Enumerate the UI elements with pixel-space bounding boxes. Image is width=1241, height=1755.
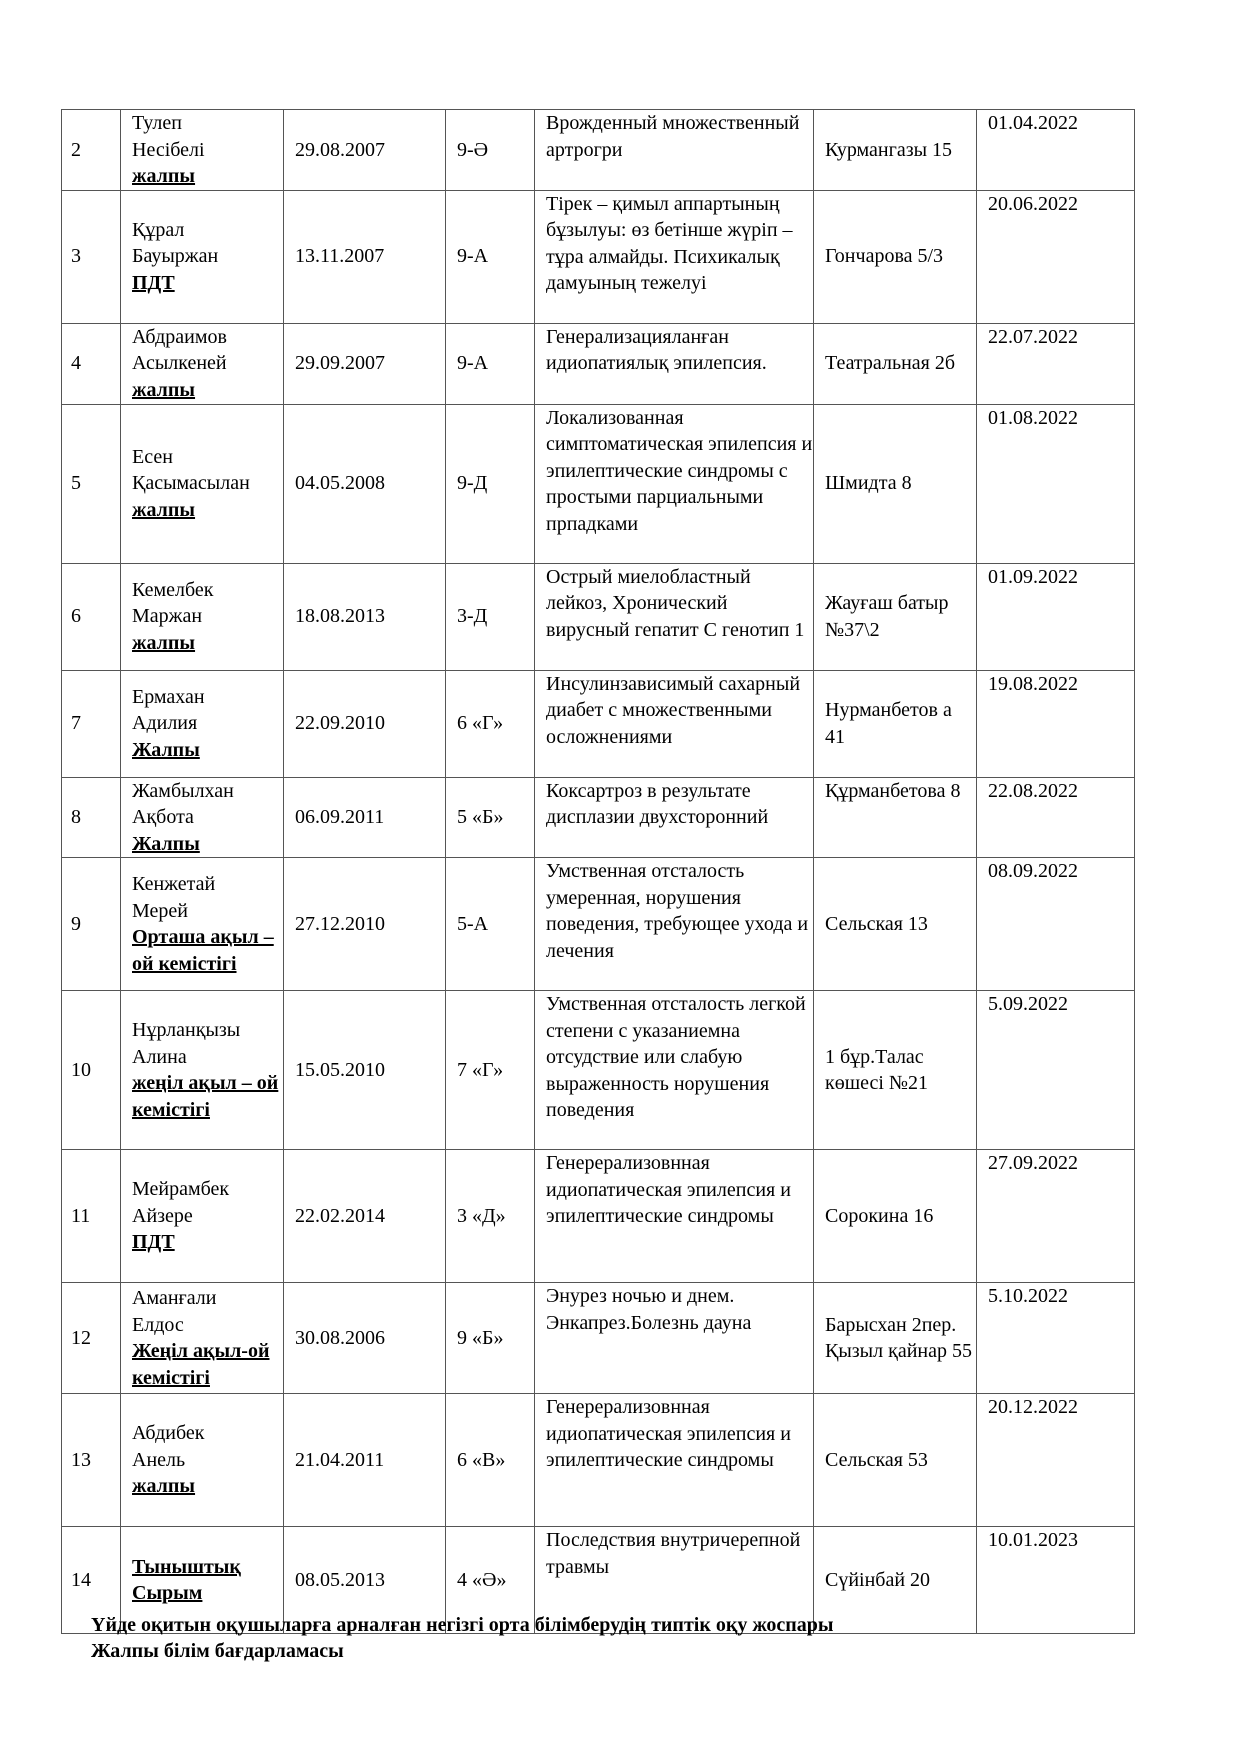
grade: 4 «Ә»	[446, 1527, 535, 1634]
birth-date: 21.04.2011	[284, 1394, 446, 1527]
birth-date: 22.02.2014	[284, 1150, 446, 1283]
row-number: 12	[62, 1283, 121, 1394]
row-number: 7	[62, 670, 121, 777]
address: Сорокина 16	[814, 1150, 977, 1283]
program-category: жалпы	[132, 378, 196, 401]
student-given-name: Адилия	[132, 712, 198, 735]
student-cell	[121, 1150, 284, 1283]
student-surname: Абдибек	[132, 1422, 205, 1445]
student-given-name: Ақбота	[132, 806, 194, 828]
student-cell	[121, 323, 284, 404]
table-row	[62, 670, 1135, 777]
diagnosis: Генерализацияланған идиопатиялық эпилепсия.	[535, 323, 814, 404]
table-row	[62, 991, 1135, 1150]
program-category: Орташа ақыл – ой кемістігі	[132, 926, 274, 975]
student-cell	[121, 110, 284, 191]
student-given-name: Алина	[132, 1045, 187, 1068]
program-category: жалпы	[132, 498, 196, 521]
address: Шмидта 8	[814, 404, 977, 563]
student-surname: Абдраимов	[132, 325, 227, 348]
student-surname: Кемелбек	[132, 578, 214, 601]
student-cell	[121, 563, 284, 670]
student-given-name: Несібелі	[132, 138, 205, 161]
row-number: 3	[62, 190, 121, 323]
grade: 9-Д	[446, 404, 535, 563]
program-category: Жалпы	[132, 832, 200, 855]
grade: 6 «Г»	[446, 670, 535, 777]
birth-date: 29.08.2007	[284, 110, 446, 191]
address: Сельская 53	[814, 1394, 977, 1527]
birth-date: 06.09.2011	[284, 777, 446, 858]
birth-date: 13.11.2007	[284, 190, 446, 323]
program-category: ПДТ	[132, 1231, 175, 1254]
student-cell	[121, 190, 284, 323]
birth-date: 04.05.2008	[284, 404, 446, 563]
address: Нурманбетов а 41	[814, 670, 977, 777]
student-cell	[121, 991, 284, 1150]
address: 1 бұр.Талас көшесі №21	[814, 991, 977, 1150]
diagnosis: Инсулинзависимый сахарный диабет с множественными осложнениями	[535, 670, 814, 777]
program-category: жеңіл ақыл – ой кемістігі	[132, 1072, 279, 1121]
birth-date: 22.09.2010	[284, 670, 446, 777]
address: Курмангазы 15	[814, 110, 977, 191]
table-row	[62, 563, 1135, 670]
program-category: ПДТ	[132, 271, 175, 294]
grade: 3 «Д»	[446, 1150, 535, 1283]
row-number: 9	[62, 858, 121, 991]
start-date: 22.07.2022	[977, 323, 1135, 404]
row-number: 5	[62, 404, 121, 563]
row-number: 2	[62, 110, 121, 191]
student-cell	[121, 1283, 284, 1394]
birth-date: 29.09.2007	[284, 323, 446, 404]
grade: 9-Ә	[446, 110, 535, 191]
diagnosis: Тірек – қимыл аппартының бұзылуы: өз бетінше жүріп – тұра алмайды. Психикалық дамуының тежелуі	[535, 190, 814, 323]
address: Барысхан 2пер. Қызыл қайнар 55	[814, 1283, 977, 1394]
start-date: 10.01.2023	[977, 1527, 1135, 1634]
birth-date: 27.12.2010	[284, 858, 446, 991]
start-date: 5.09.2022	[977, 991, 1135, 1150]
start-date: 01.08.2022	[977, 404, 1135, 563]
diagnosis: Генерерализовнная идиопатическая эпилепсия и эпилептические синдромы	[535, 1150, 814, 1283]
program-category: жалпы	[132, 1475, 196, 1498]
birth-date: 15.05.2010	[284, 991, 446, 1150]
start-date: 01.09.2022	[977, 563, 1135, 670]
table-row	[62, 1283, 1135, 1394]
student-given-name: Анель	[132, 1448, 186, 1471]
diagnosis: Последствия внутричерепной травмы	[535, 1527, 814, 1634]
student-cell	[121, 777, 284, 858]
student-surname: Мейрамбек	[132, 1178, 230, 1201]
student-cell	[121, 670, 284, 777]
student-surname: Құрал	[132, 218, 185, 241]
grade: 3-Д	[446, 563, 535, 670]
student-given-name: Елдос	[132, 1313, 184, 1336]
grade: 5 «Б»	[446, 777, 535, 858]
student-given-name: Асылкеней	[132, 352, 227, 375]
diagnosis: Врожденный множественный артрогри	[535, 110, 814, 191]
student-cell	[121, 858, 284, 991]
row-number: 14	[62, 1527, 121, 1634]
grade: 6 «В»	[446, 1394, 535, 1527]
start-date: 27.09.2022	[977, 1150, 1135, 1283]
student-given-name: Бауыржан	[132, 245, 219, 268]
table-row	[62, 190, 1135, 323]
address: Гончарова 5/3	[814, 190, 977, 323]
address: Сүйінбай 20	[814, 1527, 977, 1634]
table-row	[62, 1150, 1135, 1283]
birth-date: 30.08.2006	[284, 1283, 446, 1394]
table-row	[62, 777, 1135, 858]
diagnosis: Энурез ночью и днем. Энкапрез.Болезнь дауна	[535, 1283, 814, 1394]
student-given-name: Қасымасылан	[132, 472, 250, 495]
address: Театральная 2б	[814, 323, 977, 404]
grade: 7 «Г»	[446, 991, 535, 1150]
table-row	[62, 858, 1135, 991]
table-row	[62, 1394, 1135, 1527]
curriculum-title: Үйде оқитын оқушыларға арналған негізгі орта білімберудің типтік оқу жоспары	[91, 1614, 834, 1636]
grade: 9-А	[446, 323, 535, 404]
student-cell	[121, 1394, 284, 1527]
diagnosis: Умственная отсталость легкой степени с указаниемна отсудствие или слабую выраженность норушения поведения	[535, 991, 814, 1150]
row-number: 4	[62, 323, 121, 404]
student-surname: Кенжетай	[132, 873, 216, 895]
start-date: 5.10.2022	[977, 1283, 1135, 1394]
table-row	[62, 110, 1135, 191]
program-category: жалпы	[132, 165, 196, 187]
start-date: 20.12.2022	[977, 1394, 1135, 1527]
birth-date: 08.05.2013	[284, 1527, 446, 1634]
students-table-body	[62, 110, 1135, 1634]
program-category: Тыныштық Сырым	[132, 1555, 241, 1604]
start-date: 22.08.2022	[977, 777, 1135, 858]
grade: 9-А	[446, 190, 535, 323]
student-surname: Аманғали	[132, 1287, 217, 1309]
program-category: жалпы	[132, 631, 196, 654]
start-date: 19.08.2022	[977, 670, 1135, 777]
address: Сельская 13	[814, 858, 977, 991]
row-number: 11	[62, 1150, 121, 1283]
address: Құрманбетова 8	[814, 777, 977, 858]
grade: 9 «Б»	[446, 1283, 535, 1394]
diagnosis: Коксартроз в результате дисплазии двухсторонний	[535, 777, 814, 858]
table-row	[62, 404, 1135, 563]
student-surname: Есен	[132, 445, 173, 468]
program-category: Жалпы	[132, 738, 200, 761]
student-surname: Жамбылхан	[132, 779, 234, 802]
diagnosis: Локализованная симптоматическая эпилепсия и эпилептические синдромы с простыми парциальными прпадками	[535, 404, 814, 563]
row-number: 6	[62, 563, 121, 670]
student-surname: Нұрланқызы	[132, 1019, 241, 1041]
diagnosis: Умственная отсталость умеренная, норушения поведения, требующее ухода и лечения	[535, 858, 814, 991]
row-number: 10	[62, 991, 121, 1150]
row-number: 13	[62, 1394, 121, 1527]
start-date: 08.09.2022	[977, 858, 1135, 991]
diagnosis: Генерерализовнная идиопатическая эпилепсия и эпилептические синдромы	[535, 1394, 814, 1527]
program-category: Жеңіл ақыл-ой кемістігі	[132, 1340, 270, 1389]
diagnosis: Острый миелобластный лейкоз, Хронический вирусный гепатит С генотип 1	[535, 563, 814, 670]
student-given-name: Мерей	[132, 899, 188, 922]
grade: 5-А	[446, 858, 535, 991]
birth-date: 18.08.2013	[284, 563, 446, 670]
address: Жауғаш батыр №37\2	[814, 563, 977, 670]
students-table	[61, 109, 1135, 1634]
start-date: 20.06.2022	[977, 190, 1135, 323]
student-given-name: Маржан	[132, 605, 203, 628]
student-given-name: Айзере	[132, 1204, 193, 1227]
student-surname: Тулеп	[132, 112, 182, 134]
row-number: 8	[62, 777, 121, 858]
start-date: 01.04.2022	[977, 110, 1135, 191]
program-title: Жалпы білім бағдарламасы	[91, 1640, 344, 1662]
curriculum-heading	[91, 1612, 1191, 1664]
student-surname: Ермахан	[132, 685, 205, 708]
table-row	[62, 323, 1135, 404]
student-cell	[121, 404, 284, 563]
